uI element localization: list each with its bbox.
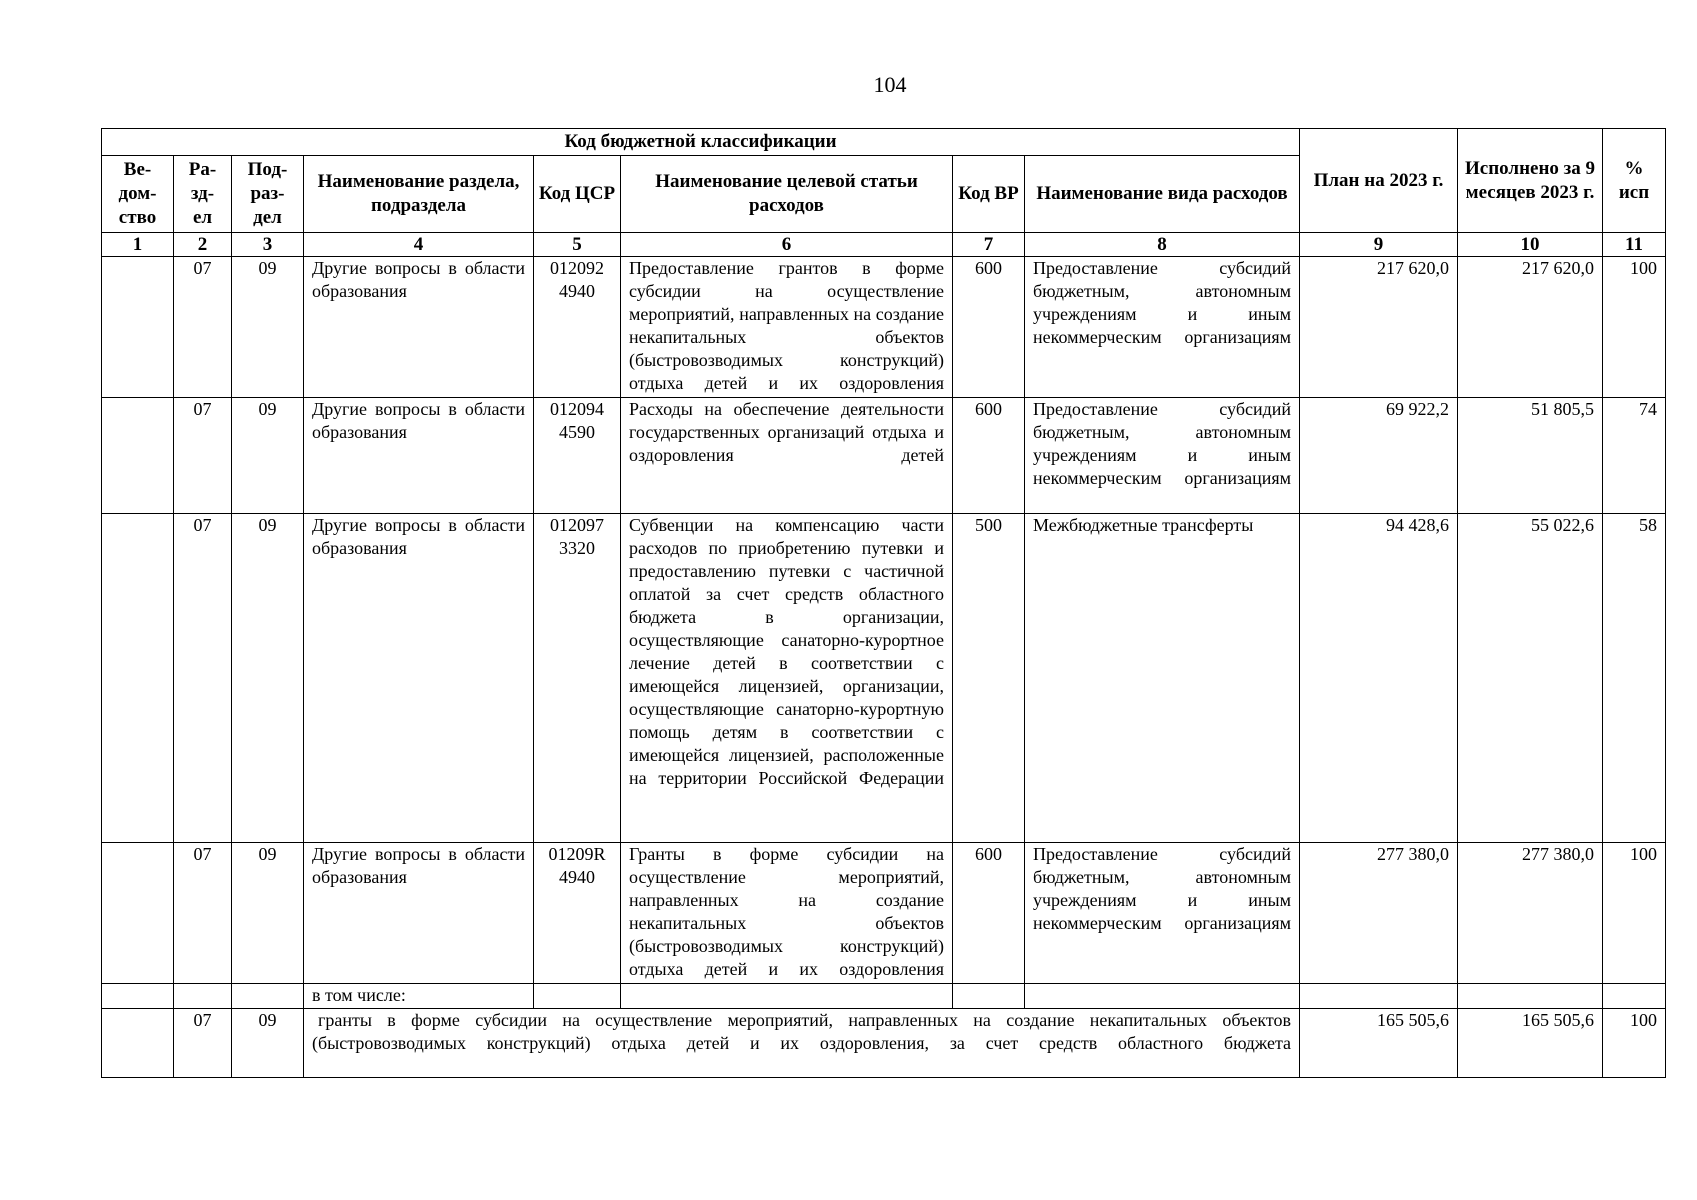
cell-sub-description: гранты в форме субсидии на осуществление мероприятий, направленных на создание некапитальных объектов (быстровозводимых конструкций) отдыха детей и их оздоровления, за счет средств областного бюджета — [304, 1009, 1300, 1078]
column-number-row — [102, 233, 1666, 257]
cell-plan: 165 505,6 — [1300, 1009, 1458, 1078]
cell-razdel-name: Другие вопросы в области образования — [304, 398, 534, 514]
column-number: 4 — [304, 233, 534, 257]
table-row — [102, 514, 1666, 843]
cell-podrazdel: 09 — [232, 1009, 304, 1078]
column-number: 5 — [534, 233, 621, 257]
cell-podrazdel: 09 — [232, 514, 304, 843]
header-target-name: Наименование целевой статьи расходов — [621, 156, 953, 233]
cell-kod-csr: 012092 4940 — [534, 257, 621, 398]
cell-vedomstvo — [102, 514, 174, 843]
cell-vedomstvo — [102, 843, 174, 984]
budget-table — [101, 128, 1666, 1078]
cell-razdel: 07 — [174, 398, 232, 514]
cell-razdel: 07 — [174, 514, 232, 843]
cell-executed: 165 505,6 — [1458, 1009, 1603, 1078]
column-number: 6 — [621, 233, 953, 257]
table-row — [102, 843, 1666, 984]
cell-razdel: 07 — [174, 843, 232, 984]
header-kod-csr: Код ЦСР — [534, 156, 621, 233]
column-number: 7 — [953, 233, 1025, 257]
column-number: 8 — [1025, 233, 1300, 257]
cell-percent: 100 — [1603, 1009, 1666, 1078]
cell-podrazdel: 09 — [232, 398, 304, 514]
budget-classification-header: Код бюджетной классификации — [102, 129, 1300, 156]
header-plan: План на 2023 г. — [1300, 129, 1458, 233]
cell-vid-name: Предоставление субсидий бюджетным, автономным учреждениям и иным некоммерческим организациям — [1025, 257, 1300, 398]
column-number: 9 — [1300, 233, 1458, 257]
cell-target-name: Гранты в форме субсидии на осуществление мероприятий, направленных на создание некапитальных объектов (быстровозводимых конструкций) отдыха детей и их оздоровления — [621, 843, 953, 984]
cell-target-name: Субвенции на компенсацию части расходов по приобретению путевки и предоставлению путевки с частичной оплатой за счет средств областного бюджета в организации, осуществляющие санаторно-курортное лечение детей в соответствии с имеющейся лицензией, организации, осуществляющие санаторно-курортную помощь детям в соответствии с имеющейся лицензией, расположенные на территории Российской Федерации — [621, 514, 953, 843]
cell-executed: 51 805,5 — [1458, 398, 1603, 514]
cell-plan: 277 380,0 — [1300, 843, 1458, 984]
cell-executed: 55 022,6 — [1458, 514, 1603, 843]
header-vedomstvo: Ве- дом- ство — [102, 156, 174, 233]
column-number: 3 — [232, 233, 304, 257]
page-number: 104 — [873, 72, 907, 97]
cell-podrazdel: 09 — [232, 843, 304, 984]
cell-kod-vr: 600 — [953, 257, 1025, 398]
cell-plan: 94 428,6 — [1300, 514, 1458, 843]
cell-percent: 58 — [1603, 514, 1666, 843]
header-vid-name: Наименование вида расходов — [1025, 156, 1300, 233]
cell-percent: 100 — [1603, 257, 1666, 398]
cell-podrazdel: 09 — [232, 257, 304, 398]
cell-vid-name: Межбюджетные трансферты — [1025, 514, 1300, 843]
column-number: 2 — [174, 233, 232, 257]
cell-razdel-name: Другие вопросы в области образования — [304, 514, 534, 843]
header-razdel-name: Наименование раздела, подраздела — [304, 156, 534, 233]
sub-row — [102, 1009, 1666, 1078]
cell-kod-vr: 600 — [953, 398, 1025, 514]
column-number: 11 — [1603, 233, 1666, 257]
cell-percent: 74 — [1603, 398, 1666, 514]
cell-kod-vr: 600 — [953, 843, 1025, 984]
cell-plan: 217 620,0 — [1300, 257, 1458, 398]
column-number: 10 — [1458, 233, 1603, 257]
cell-vedomstvo — [102, 398, 174, 514]
cell-razdel: 07 — [174, 257, 232, 398]
header-executed: Исполнено за 9 месяцев 2023 г. — [1458, 129, 1603, 233]
cell-kod-csr: 01209R 4940 — [534, 843, 621, 984]
cell-executed: 277 380,0 — [1458, 843, 1603, 984]
table-row — [102, 398, 1666, 514]
cell-target-name: Предоставление грантов в форме субсидии на осуществление мероприятий, направленных на создание некапитальных объектов (быстровозводимых конструкций) отдыха детей и их оздоровления — [621, 257, 953, 398]
cell-target-name: Расходы на обеспечение деятельности государственных организаций отдыха и оздоровления детей — [621, 398, 953, 514]
header-percent: % исп — [1603, 129, 1666, 233]
cell-razdel: 07 — [174, 1009, 232, 1078]
cell-vedomstvo — [102, 257, 174, 398]
cell-kod-vr: 500 — [953, 514, 1025, 843]
including-label: в том числе: — [304, 984, 534, 1009]
header-podrazdel: Под- раз- дел — [232, 156, 304, 233]
column-number: 1 — [102, 233, 174, 257]
cell-vid-name: Предоставление субсидий бюджетным, автономным учреждениям и иным некоммерческим организациям — [1025, 843, 1300, 984]
cell-razdel-name: Другие вопросы в области образования — [304, 257, 534, 398]
cell-percent: 100 — [1603, 843, 1666, 984]
including-row — [102, 984, 1666, 1009]
table-row — [102, 257, 1666, 398]
cell-kod-csr: 012097 3320 — [534, 514, 621, 843]
header-kod-vr: Код ВР — [953, 156, 1025, 233]
cell-razdel-name: Другие вопросы в области образования — [304, 843, 534, 984]
cell-kod-csr: 012094 4590 — [534, 398, 621, 514]
cell-executed: 217 620,0 — [1458, 257, 1603, 398]
header-razdel: Ра- зд- ел — [174, 156, 232, 233]
cell-vid-name: Предоставление субсидий бюджетным, автономным учреждениям и иным некоммерческим организациям — [1025, 398, 1300, 514]
cell-plan: 69 922,2 — [1300, 398, 1458, 514]
